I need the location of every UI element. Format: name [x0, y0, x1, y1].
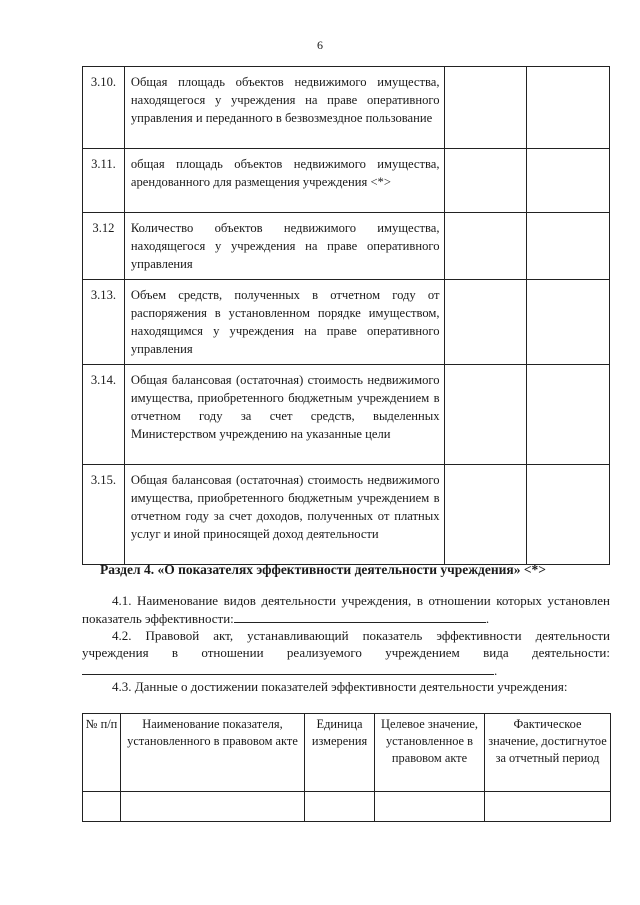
row-text: Общая балансовая (остаточная) стоимость недвижимого имущества, приобретенного бюджетным учреждением в отчетном году за счет доходов, полученных от платных услуг и иной приносящей доход деятельности [124, 465, 444, 565]
empty-cell [83, 792, 121, 822]
empty-cell [305, 792, 375, 822]
table-row [83, 465, 610, 565]
row-number: 3.15. [83, 465, 125, 565]
paragraph-4-1-text: 4.1. Наименование видов деятельности учреждения, в отношении которых установлен показатель эффективности: [82, 593, 610, 626]
row-number: 3.11. [83, 149, 125, 213]
value-cell [527, 280, 610, 365]
table-row [83, 365, 610, 465]
column-header: Наименование показателя, установленного в правовом акте [121, 714, 305, 792]
end-mark: . [485, 611, 490, 626]
row-text: Количество объектов недвижимого имущества, находящегося у учреждения на праве оперативного управления [124, 213, 444, 280]
efficiency-indicators-table [82, 713, 611, 822]
fill-in-line [234, 609, 486, 623]
empty-cell [121, 792, 305, 822]
table-row [83, 792, 611, 822]
empty-cell [375, 792, 485, 822]
value-cell [444, 280, 527, 365]
table-row [83, 280, 610, 365]
row-text: Общая балансовая (остаточная) стоимость недвижимого имущества, приобретенного бюджетным учреждением в отчетном году за счет средств, выделенных Министерством учреждению на указанные цели [124, 365, 444, 465]
value-cell [444, 213, 527, 280]
empty-cell [485, 792, 611, 822]
value-cell [444, 67, 527, 149]
row-number: 3.13. [83, 280, 125, 365]
value-cell [527, 149, 610, 213]
table-row [83, 213, 610, 280]
column-header: № п/п [83, 714, 121, 792]
table-header-row [83, 714, 611, 792]
value-cell [527, 465, 610, 565]
value-cell [444, 465, 527, 565]
value-cell [527, 213, 610, 280]
column-header: Целевое значение, установленное в правовом акте [375, 714, 485, 792]
paragraph-4-2 [82, 627, 610, 679]
column-header: Фактическое значение, достигнутое за отчетный период [485, 714, 611, 792]
value-cell [444, 149, 527, 213]
row-text: Объем средств, полученных в отчетном году от распоряжения в установленном порядке имуществом, находящимся у учреждения на праве оперативного управления [124, 280, 444, 365]
section-heading: Раздел 4. «О показателях эффективности деятельности учреждения» <*> [100, 562, 546, 577]
property-indicators-table [82, 66, 610, 565]
table-row [83, 67, 610, 149]
row-number: 3.14. [83, 365, 125, 465]
fill-in-line [82, 661, 494, 675]
paragraph-4-1 [82, 592, 610, 627]
row-text: Общая площадь объектов недвижимого имущества, находящегося у учреждения на праве оперативного управления и переданного в безвозмездное пользование [124, 67, 444, 149]
column-header: Единица измерения [305, 714, 375, 792]
value-cell [527, 365, 610, 465]
table-row [83, 149, 610, 213]
value-cell [444, 365, 527, 465]
row-number: 3.10. [83, 67, 125, 149]
paragraph-4-2-text: 4.2. Правовой акт, устанавливающий показатель эффективности деятельности учреждения в отношении реализуемого учреждением вида деятельности: [82, 628, 610, 660]
paragraph-4-3: 4.3. Данные о достижении показателей эффективности деятельности учреждения: [112, 679, 568, 694]
row-number: 3.12 [83, 213, 125, 280]
end-mark: . [494, 663, 498, 678]
row-text: общая площадь объектов недвижимого имущества, арендованного для размещения учреждения <*> [124, 149, 444, 213]
value-cell [527, 67, 610, 149]
page-number: 6 [317, 38, 323, 52]
